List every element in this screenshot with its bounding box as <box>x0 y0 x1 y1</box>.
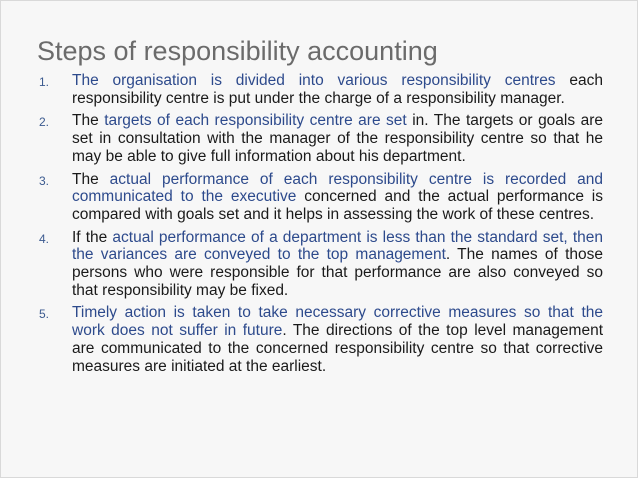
body-text: The <box>72 170 110 188</box>
item-number: 5. <box>39 307 50 322</box>
item-number: 3. <box>39 173 50 188</box>
item-number: 1. <box>39 75 50 89</box>
steps-list <box>37 72 603 380</box>
highlighted-text: targets of each responsibility centre are set <box>104 112 407 130</box>
body-text: The <box>72 112 105 130</box>
body-text: . The directions of the top level management are communicated to the concerned responsibility centre so that corrective measures are initiated at the earliest. <box>72 322 603 375</box>
item-number: 4. <box>39 231 50 246</box>
body-text: . The names of those persons who were responsible for that performance are also conveyed so that responsibility may be fixed. <box>72 246 603 299</box>
body-text: concerned and the actual performance is compared with goals set and it helps in assessing the work of these centres. <box>72 188 604 223</box>
highlighted-text: actual performance of each responsibility centre is recorded and communicated to the executive <box>72 170 603 206</box>
highlighted-text: The organisation is divided into various responsibility centres <box>72 72 556 89</box>
highlighted-text: actual performance of a department is less than the standard set, then the variances are conveyed to the top management <box>72 228 603 264</box>
item-number: 2. <box>39 115 50 130</box>
list-item <box>37 304 603 375</box>
slide-title: Steps of responsibility accounting <box>37 36 438 66</box>
list-item <box>37 229 603 300</box>
list-item <box>37 112 603 165</box>
highlighted-text: Timely action is taken to take necessary corrective measures so that the work does not suffer in future <box>72 304 603 340</box>
body-text: If the <box>72 228 113 246</box>
body-text: in. The targets or goals are set in consultation with the manager of the responsibility centre so that he may be able to give full information about his department. <box>72 112 603 165</box>
list-item <box>37 171 603 224</box>
body-text: each responsibility centre is put under the charge of a responsibility manager. <box>72 72 603 107</box>
list-item <box>37 72 603 107</box>
